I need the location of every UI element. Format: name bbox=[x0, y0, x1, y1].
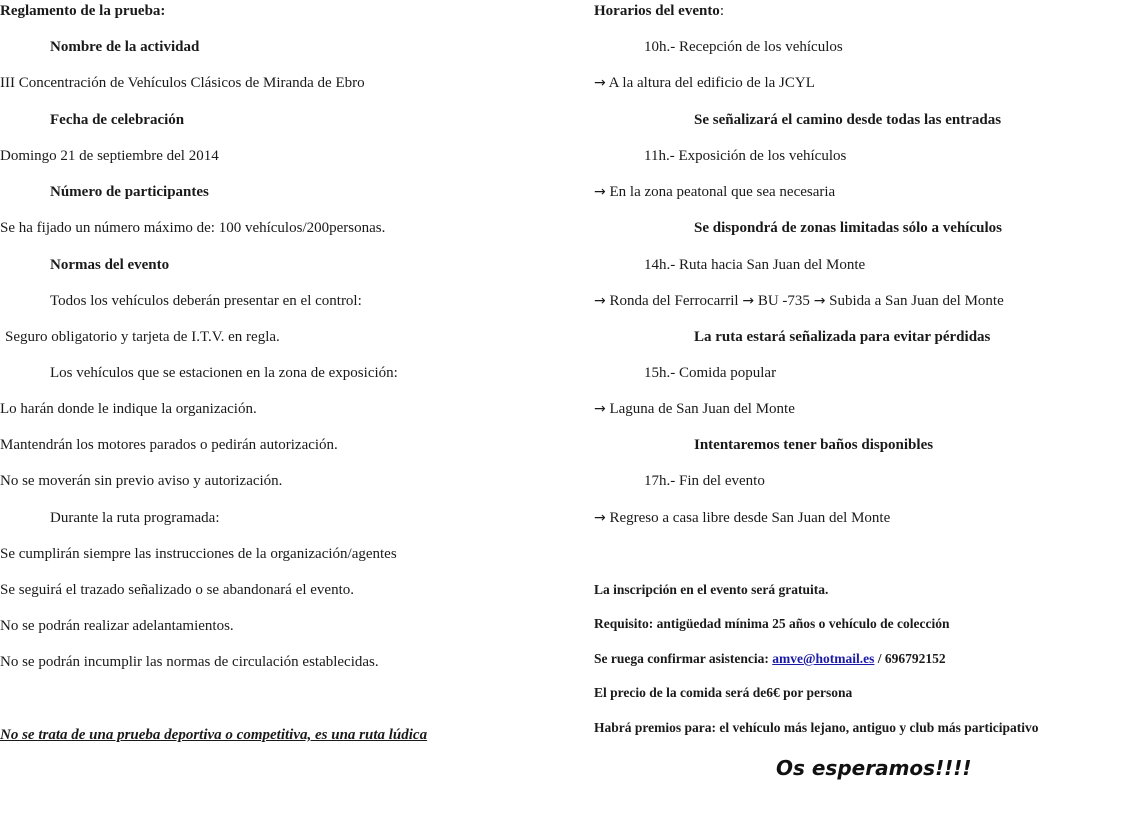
schedule-place-text: Laguna de San Juan del Monte bbox=[609, 401, 795, 417]
schedule-note: La ruta estará señalizada para evitar pérdidas bbox=[694, 329, 991, 345]
info-price: El precio de la comida será de6€ por persona bbox=[594, 685, 853, 700]
info-confirm-text: Se ruega confirmar asistencia: bbox=[594, 651, 773, 666]
schedule-note: Se señalizará el camino desde todas las entradas bbox=[694, 112, 1002, 128]
rules-heading: Normas del evento bbox=[50, 257, 170, 273]
arrow-right-icon: → bbox=[594, 510, 606, 526]
schedule-note: Intentaremos tener baños disponibles bbox=[694, 437, 934, 453]
participants-heading: Número de participantes bbox=[50, 184, 209, 200]
schedule-time: 15h.- Comida popular bbox=[644, 365, 777, 381]
disclaimer: No se trata de una prueba deportiva o competitiva, es una ruta lúdica bbox=[0, 727, 428, 743]
schedule-place bbox=[594, 183, 835, 201]
parking-intro: Los vehículos que se estacionen en la zona de exposición: bbox=[50, 365, 398, 381]
schedule-place bbox=[594, 509, 890, 527]
schedule-time: 17h.- Fin del evento bbox=[644, 473, 765, 489]
schedule-time: 14h.- Ruta hacia San Juan del Monte bbox=[644, 257, 866, 273]
date-value: Domingo 21 de septiembre del 2014 bbox=[0, 148, 219, 164]
info-phone: / 696792152 bbox=[874, 651, 946, 666]
schedule-route bbox=[594, 292, 1004, 310]
participants-value: Se ha fijado un número máximo de: 100 vehículos/200personas. bbox=[0, 220, 386, 236]
route-step: Ronda del Ferrocarril bbox=[609, 293, 739, 309]
info-confirm bbox=[594, 650, 946, 668]
schedule-place bbox=[594, 74, 815, 92]
parking-rule: Mantendrán los motores parados o pedirán autorización. bbox=[0, 437, 338, 453]
info-requirement: Requisito: antigüedad mínima 25 años o vehículo de colección bbox=[594, 616, 950, 631]
schedule-place-text: A la altura del edificio de la JCYL bbox=[608, 75, 815, 91]
arrow-right-icon: → bbox=[742, 293, 755, 309]
arrow-right-icon: → bbox=[594, 293, 606, 309]
route-rule: No se podrán incumplir las normas de circulación establecidas. bbox=[0, 654, 379, 670]
route-step: BU -735 bbox=[757, 293, 810, 309]
schedule-note: Se dispondrá de zonas limitadas sólo a vehículos bbox=[694, 220, 1002, 236]
activity-heading: Nombre de la actividad bbox=[50, 39, 200, 55]
rules-intro: Todos los vehículos deberán presentar en el control: bbox=[50, 293, 362, 309]
route-step: Subida a San Juan del Monte bbox=[829, 293, 1004, 309]
route-intro: Durante la ruta programada: bbox=[50, 510, 220, 526]
schedule-time: 10h.- Recepción de los vehículos bbox=[644, 39, 843, 55]
route-rule: No se podrán realizar adelantamientos. bbox=[0, 618, 234, 634]
rules-requirement: Seguro obligatorio y tarjeta de I.T.V. en regla. bbox=[5, 329, 280, 345]
schedule-title-colon: : bbox=[719, 3, 724, 19]
arrow-right-icon: → bbox=[594, 75, 606, 91]
rules-title: Reglamento de la prueba: bbox=[0, 3, 166, 19]
schedule-place-text: Regreso a casa libre desde San Juan del Monte bbox=[609, 510, 891, 526]
arrow-right-icon: → bbox=[594, 184, 606, 200]
info-prizes: Habrá premios para: el vehículo más lejano, antiguo y club más participativo bbox=[594, 720, 1039, 735]
route-rule: Se seguirá el trazado señalizado o se abandonará el evento. bbox=[0, 582, 355, 598]
arrow-right-icon: → bbox=[594, 401, 606, 417]
date-heading: Fecha de celebración bbox=[50, 112, 185, 128]
info-free: La inscripción en el evento será gratuita. bbox=[594, 582, 829, 597]
email-link[interactable]: amve@hotmail.es bbox=[772, 651, 875, 666]
schedule-title-text: Horarios del evento bbox=[594, 3, 720, 19]
schedule-time: 11h.- Exposición de los vehículos bbox=[644, 148, 847, 164]
schedule-place-text: En la zona peatonal que sea necesaria bbox=[609, 184, 836, 200]
arrow-right-icon: → bbox=[813, 293, 826, 309]
schedule-title bbox=[594, 2, 724, 20]
parking-rule: Lo harán donde le indique la organización. bbox=[0, 401, 257, 417]
schedule-place bbox=[594, 400, 795, 418]
closing-message: Os esperamos!!!! bbox=[776, 756, 972, 780]
parking-rule: No se moverán sin previo aviso y autorización. bbox=[0, 473, 283, 489]
route-rule: Se cumplirán siempre las instrucciones de la organización/agentes bbox=[0, 546, 397, 562]
activity-name: III Concentración de Vehículos Clásicos de Miranda de Ebro bbox=[0, 75, 365, 91]
